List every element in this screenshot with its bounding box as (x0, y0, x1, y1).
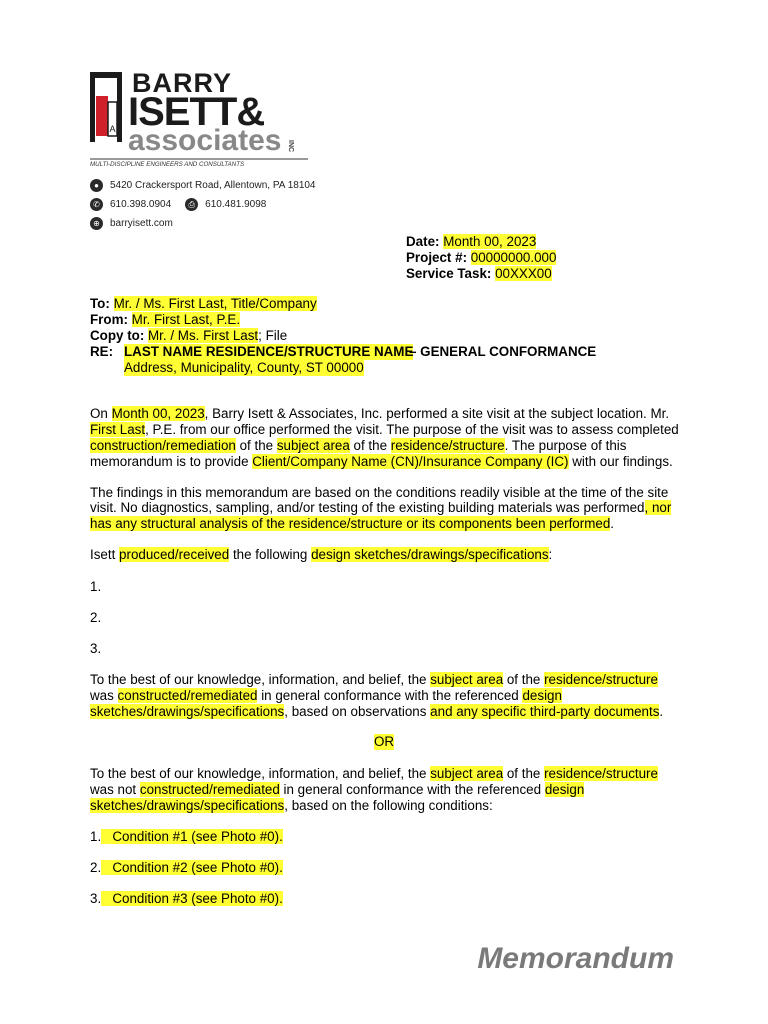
engineer-name: First Last (90, 422, 146, 437)
p1-line2 (90, 422, 679, 438)
text: of the (503, 672, 545, 687)
subject-area: subject area (430, 766, 504, 781)
work-type: constructed/remediated (117, 688, 258, 703)
logo-underline (90, 158, 308, 160)
to-label: To: (90, 296, 110, 311)
date-label: Date: (406, 234, 440, 249)
building-emblem-icon (88, 72, 124, 142)
text: of the (235, 438, 277, 453)
p1-line1 (90, 406, 669, 422)
text: in general conformance with the referenced (257, 688, 523, 703)
to-value: Mr. / Ms. First Last, Title/Company (113, 296, 317, 311)
project-value: 00000000.000 (470, 250, 557, 265)
work-type: constructed/remediated (139, 782, 280, 797)
re-line (90, 344, 597, 360)
document-type: design (522, 688, 562, 703)
p2-line3 (90, 516, 614, 532)
list-item: 2. (90, 610, 102, 625)
visit-date: Month 00, 2023 (111, 406, 205, 421)
condition-item (90, 860, 283, 876)
structure-type: residence/structure (390, 438, 505, 453)
document-type: sketches/drawings/specifications (90, 704, 285, 719)
text: Isett (90, 547, 120, 562)
condition-number: 1. (90, 829, 102, 844)
text: in general conformance with the referenced (279, 782, 545, 797)
subject-area: subject area (430, 672, 504, 687)
condition-number: 3. (90, 891, 102, 906)
logo-barry: BARRY (132, 68, 233, 98)
text: , P.E. from our office performed the visit. The purpose of the visit was to assess completed (145, 422, 679, 437)
text: , based on observations (284, 704, 431, 719)
copy-rest: ; File (258, 328, 288, 343)
re-rest: – GENERAL CONFORMANCE (409, 344, 597, 359)
from-line (90, 312, 240, 328)
text: with our findings. (568, 454, 673, 469)
produced-received: produced/received (119, 547, 230, 562)
logo-tagline: MULTI-DISCIPLINE ENGINEERS AND CONSULTANTS (90, 161, 245, 168)
meta-block (406, 234, 556, 282)
text: of the (349, 438, 391, 453)
p5-line3 (90, 798, 493, 814)
list-item: 3. (90, 641, 102, 656)
text: , Barry Isett & Associates, Inc. performed a site visit at the subject location. Mr. (204, 406, 670, 421)
structure-type: residence/structure (544, 766, 658, 781)
location-pin-icon: ● (90, 179, 103, 192)
text: To the best of our knowledge, information, and belief, the (90, 766, 431, 781)
condition-item (90, 891, 283, 907)
logo-inc: INC (287, 140, 294, 153)
text: visit. No diagnostics, sampling, and/or testing of the existing building materials was performed (90, 500, 645, 515)
optional-text: , nor (644, 500, 672, 515)
p4-line1 (90, 672, 658, 688)
contact-address (90, 179, 316, 192)
condition-item (90, 829, 283, 845)
condition-text: Condition #1 (see Photo #0). (101, 829, 283, 844)
p3-line (90, 547, 552, 563)
p1-line3 (90, 438, 626, 454)
text: was (90, 688, 118, 703)
date-value: Month 00, 2023 (443, 234, 537, 249)
text: of the (503, 766, 545, 781)
work-type: construction/remediation (90, 438, 236, 453)
re-address: Address, Municipality, County, ST 00000 (124, 360, 364, 375)
document-type: design sketches/drawings/specifications (311, 547, 549, 562)
globe-icon: ⊕ (90, 217, 103, 230)
task-value: 00XXX00 (495, 266, 552, 281)
text: To the best of our knowledge, information, and belief, the (90, 672, 431, 687)
re-value: LAST NAME RESIDENCE/STRUCTURE NAME (124, 344, 414, 359)
p5-line2 (90, 782, 584, 798)
text: : (548, 547, 553, 562)
to-line (90, 296, 317, 312)
text: , based on the following conditions: (284, 798, 493, 813)
address-text: 5420 Crackersport Road, Allentown, PA 18104 (110, 180, 316, 191)
optional-text: has any structural analysis of the residence/structure or its components been performed (90, 516, 611, 531)
document-type-footer: Memorandum (477, 942, 674, 975)
text: On (90, 406, 112, 421)
list-item: 1. (90, 579, 102, 594)
from-value: Mr. First Last, P.E. (131, 312, 241, 327)
company-logo (88, 70, 328, 170)
from-label: From: (90, 312, 128, 327)
condition-text: Condition #2 (see Photo #0). (101, 860, 283, 875)
p2-line1: The findings in this memorandum are based on the conditions readily visible at the time of the site (90, 485, 669, 500)
document-type: sketches/drawings/specifications (90, 798, 285, 813)
p1-line4 (90, 454, 673, 470)
fax-text: 610.481.9098 (205, 199, 267, 210)
condition-text: Condition #3 (see Photo #0). (101, 891, 283, 906)
document-type: design (544, 782, 585, 797)
structure-type: residence/structure (544, 672, 658, 687)
text: . (659, 704, 664, 719)
contact-phones (90, 198, 266, 211)
logo-isett: ISETT& (128, 90, 265, 134)
text: . The purpose of this (504, 438, 627, 453)
p5-line1 (90, 766, 658, 782)
text: was not (90, 782, 140, 797)
client-name: Client/Company Name (CN)/Insurance Company (IC) (252, 454, 569, 469)
fax-icon: ⎙ (185, 198, 198, 211)
or-separator: OR (374, 734, 395, 749)
p2-line2 (90, 500, 671, 516)
project-label: Project #: (406, 250, 468, 265)
p4-line2 (90, 688, 562, 704)
optional-text: and any specific third-party documents (430, 704, 660, 719)
task-label: Service Task: (406, 266, 492, 281)
copy-label: Copy to: (90, 328, 145, 343)
p4-line3 (90, 704, 663, 720)
logo-associates: associates (128, 124, 282, 157)
website-link[interactable]: barryisett.com (110, 218, 173, 229)
subject-area: subject area (276, 438, 350, 453)
phone-text: 610.398.0904 (110, 199, 172, 210)
svg-text:A: A (109, 124, 116, 134)
text: the following (229, 547, 312, 562)
phone-icon: ✆ (90, 198, 103, 211)
text: . (610, 516, 615, 531)
copy-line (90, 328, 287, 344)
re-label: RE: (90, 344, 114, 359)
text: memorandum is to provide (90, 454, 253, 469)
copy-value: Mr. / Ms. First Last (148, 328, 259, 343)
condition-number: 2. (90, 860, 102, 875)
contact-website (90, 217, 173, 230)
